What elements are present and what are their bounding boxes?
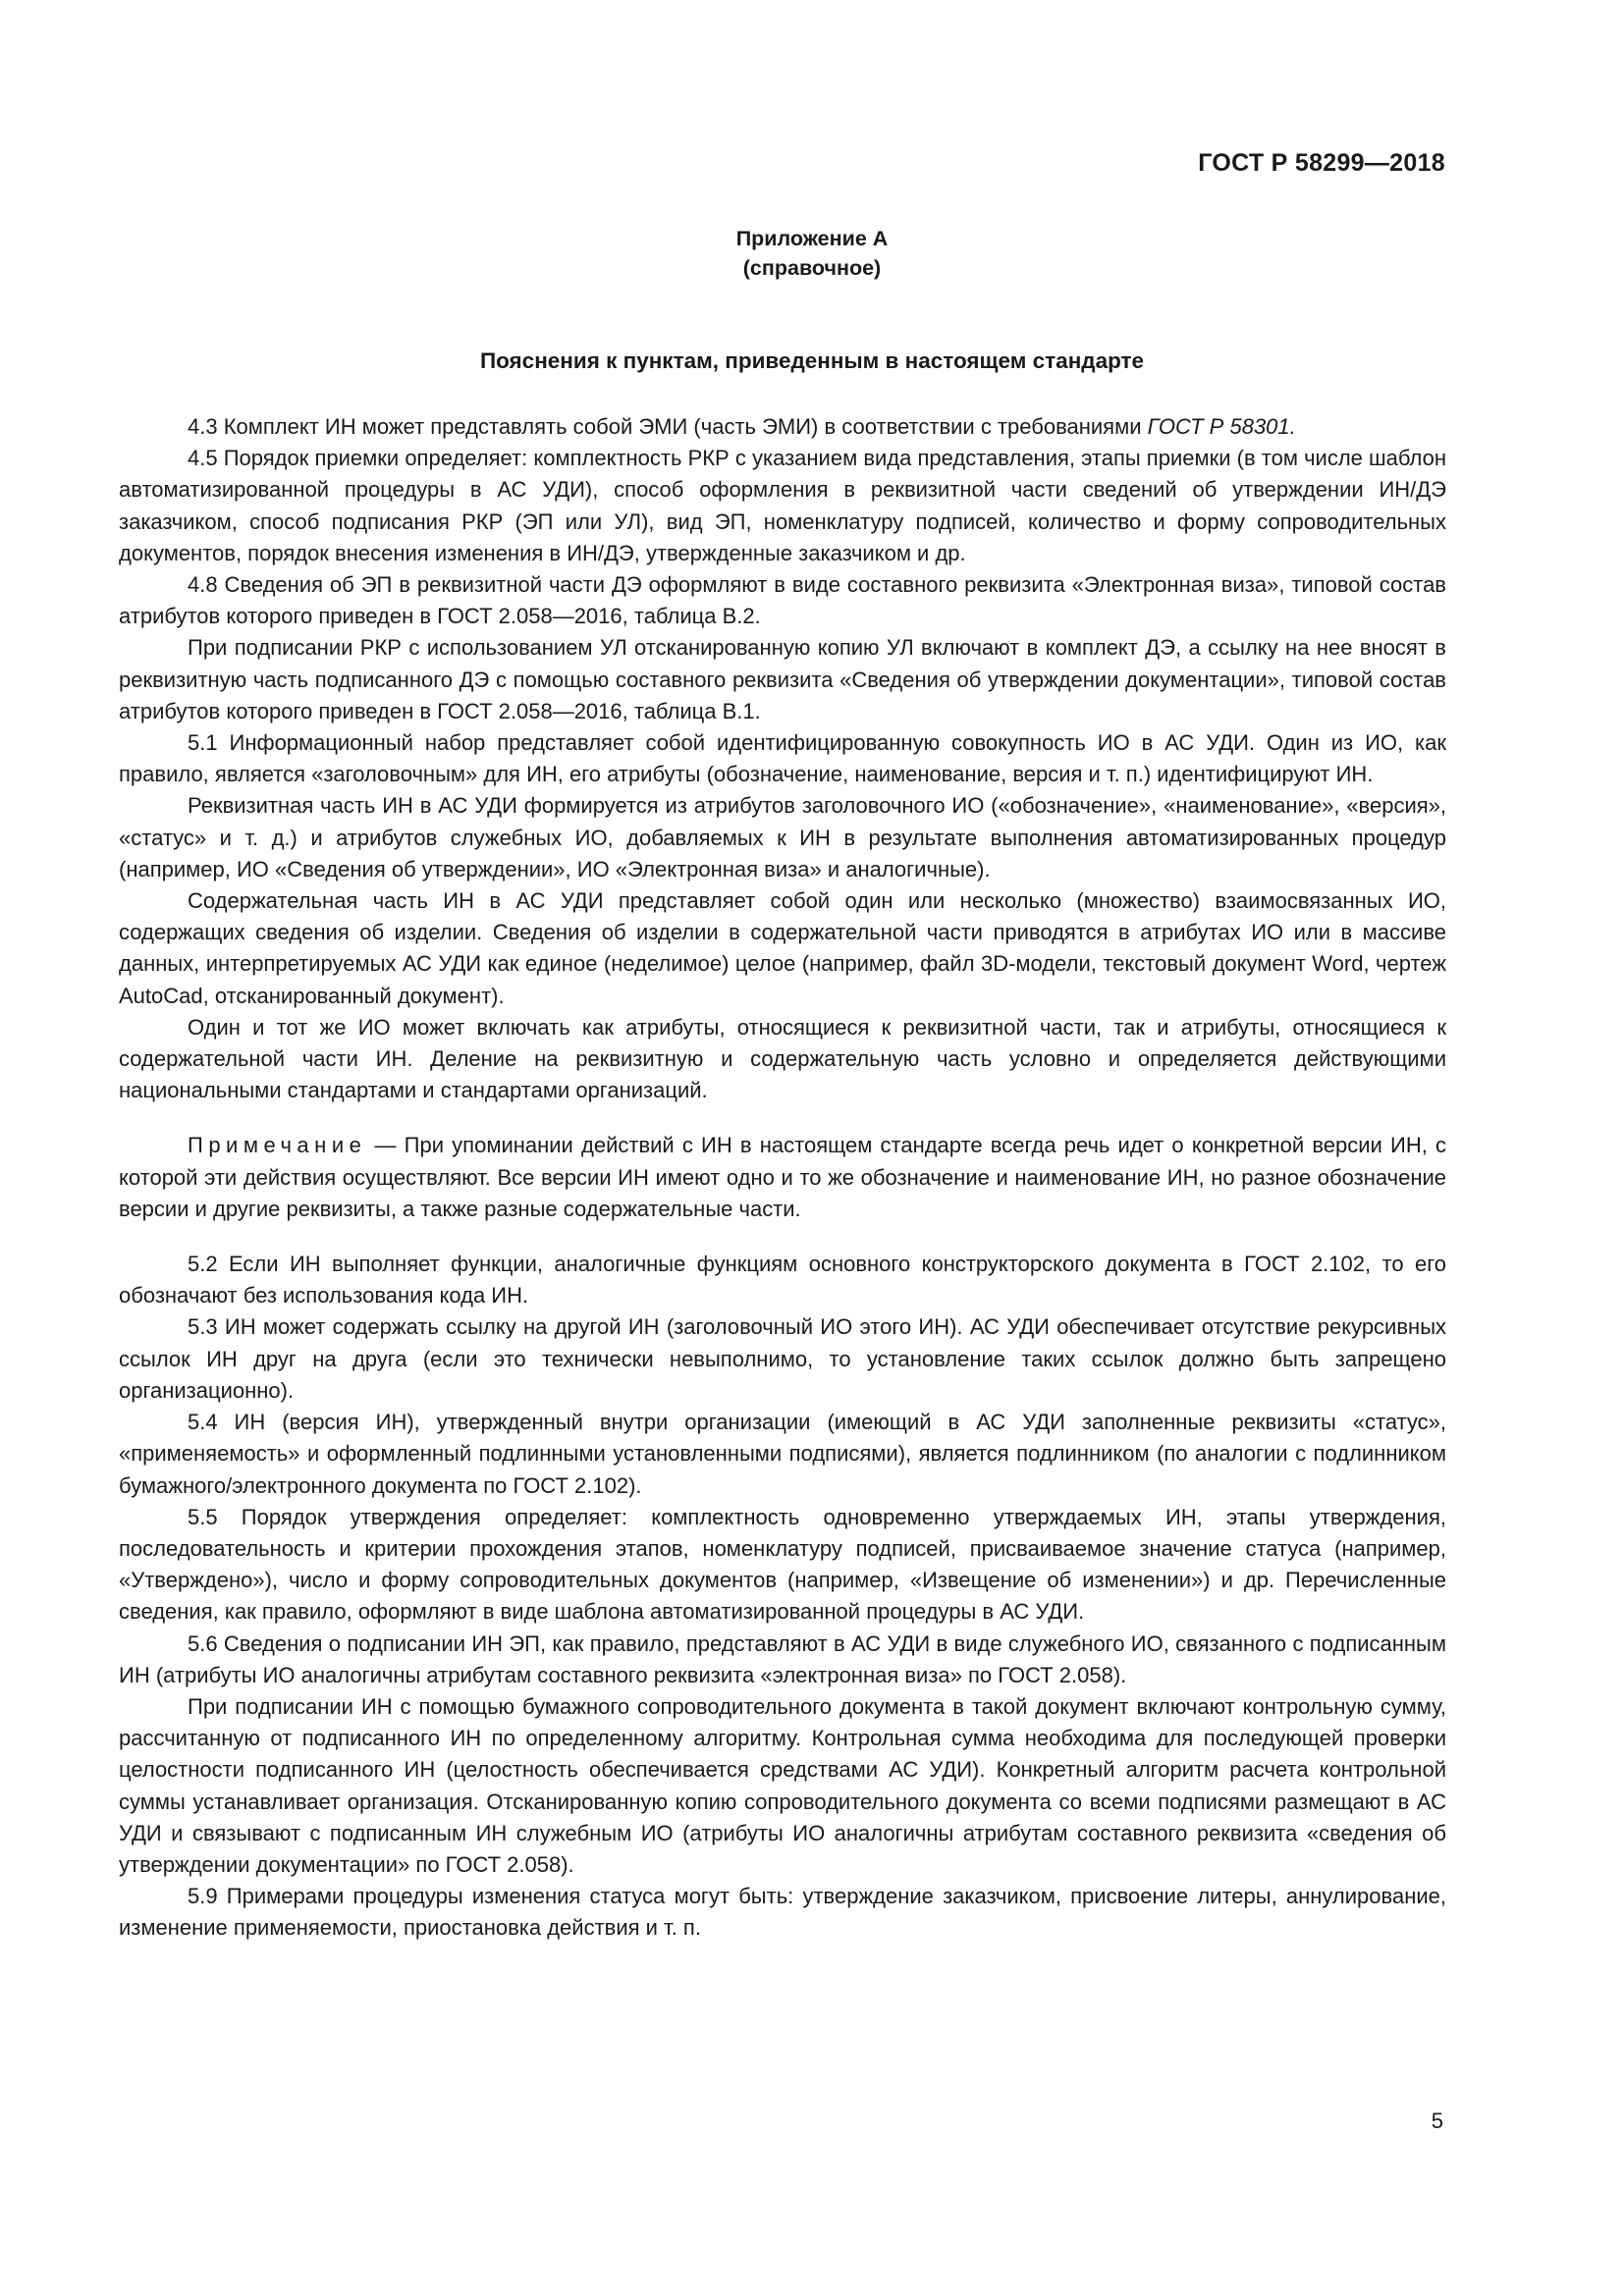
paragraph-5-9: 5.9 Примерами процедуры изменения статуса могут быть: утверждение заказчиком, присвоение литеры, аннулирование, изменение применяемости, приостановка действия и т. п. <box>119 1884 1446 1941</box>
paragraph-5-1-division: Один и тот же ИО может включать как атрибуты, относящиеся к реквизитной части, так и атрибуты, относящиеся к содержательной части ИН. Деление на реквизитную и содержательную часть условно и определяется действующими национальными стандартами и стандартами организаций. <box>119 1014 1446 1103</box>
paragraph-5-1-content-part: Содержательная часть ИН в АС УДИ представляет собой один или несколько (множество) взаимосвязанных ИО, содержащих сведения об изделии. Сведения об изделии в содержательной части приводятся в атрибутах ИО или в массиве данных, интерпретируемых АС УДИ как единое (неделимое) целое (например, файл 3D-модели, текстовый документ Word, чертеж AutoCad, отсканированный документ). <box>119 888 1446 1008</box>
standard-reference: ГОСТ Р 58301. <box>1147 414 1296 439</box>
document-body <box>119 411 1446 1945</box>
paragraph-4-5: 4.5 Порядок приемки определяет: комплектность РКР с указанием вида представления, этапы приемки (в том числе шаблон автоматизированной процедуры в АС УДИ), способ оформления в реквизитной части сведений об утверждении ИН/ДЭ заказчиком, способ подписания РКР (ЭП или УЛ), вид ЭП, номенклатуру подписей, количество и форму сопроводительных документов, порядок внесения изменения в ИН/ДЭ, утвержденные заказчиком и др. <box>119 446 1446 565</box>
paragraph-4-3 <box>119 411 1446 443</box>
paragraph-4-8-continued: При подписании РКР с использованием УЛ отсканированную копию УЛ включают в комплект ДЭ, а ссылку на нее вносят в реквизитную часть подписанного ДЭ с помощью составного реквизита «Сведения об утверждении документации», типовой состав атрибутов которого приведен в ГОСТ 2.058—2016, таблица В.1. <box>119 635 1446 723</box>
paragraph-5-3: 5.3 ИН может содержать ссылку на другой ИН (заголовочный ИО этого ИН). АС УДИ обеспечивает отсутствие рекурсивных ссылок ИН друг на друга (если это технически невыполнимо, то установление таких ссылок должно быть запрещено организационно). <box>119 1314 1446 1403</box>
page-number: 5 <box>1431 2109 1443 2133</box>
document-number-header: ГОСТ Р 58299—2018 <box>1198 149 1445 177</box>
paragraph-5-6-continued: При подписании ИН с помощью бумажного сопроводительного документа в такой документ включают контрольную сумму, рассчитанную от подписанного ИН по определенному алгоритму. Контрольная сумма необходима для последующей проверки целостности подписанного ИН (целостность обеспечивается средствами АС УДИ). Конкретный алгоритм расчета контрольной суммы устанавливает организация. Отсканированную копию сопроводительного документа со всеми подписями размещают в АС УДИ и связывают с подписанным ИН служебным ИО (атрибуты ИО аналогичны атрибутам составного реквизита «сведения об утверждении документации» по ГОСТ 2.058). <box>119 1693 1446 1877</box>
appendix-subtitle: (справочное) <box>742 256 882 280</box>
paragraph-5-1: 5.1 Информационный набор представляет собой идентифицированную совокупность ИО в АС УДИ. Один из ИО, как правило, является «заголовочным» для ИН, его атрибуты (обозначение, наименование, версия и т. п.) идентифицируют ИН. <box>119 730 1446 787</box>
paragraph-4-3-text: 4.3 Комплект ИН может представлять собой ЭМИ (часть ЭМИ) в соответствии с требованиями <box>188 414 1148 439</box>
paragraph-5-6: 5.6 Сведения о подписании ИН ЭП, как правило, представляют в АС УДИ в виде служебного ИО, связанного с подписанным ИН (атрибуты ИО аналогичны атрибутам составного реквизита «электронная виза» по ГОСТ 2.058). <box>119 1630 1446 1687</box>
appendix-heading <box>0 224 1624 283</box>
note <box>119 1130 1446 1225</box>
note-text: — При упоминании действий с ИН в настоящем стандарте всегда речь идет о конкретной версии ИН, с которой эти действия осуществляют. Все версии ИН имеют одно и то же обозначение и наименование ИН, но разное обозначение версии и другие реквизиты, а также разные содержательные части. <box>119 1133 1446 1221</box>
section-title: Пояснения к пунктам, приведенным в настоящем стандарте <box>479 348 1145 373</box>
appendix-title: Приложение А <box>735 227 889 250</box>
paragraph-5-2: 5.2 Если ИН выполняет функции, аналогичные функциям основного конструкторского документа в ГОСТ 2.102, то его обозначают без использования кода ИН. <box>119 1252 1446 1308</box>
note-label: Примечание <box>188 1133 367 1158</box>
paragraph-5-5: 5.5 Порядок утверждения определяет: комплектность одновременно утверждаемых ИН, этапы утверждения, последовательность и критерии прохождения этапов, номенклатуру подписей, присваиваемое значение статуса (например, «Утверждено»), число и форму сопроводительных документов (например, «Извещение об изменении») и др. Перечисленные сведения, как правило, оформляют в виде шаблона автоматизированной процедуры в АС УДИ. <box>119 1504 1446 1625</box>
paragraph-4-8: 4.8 Сведения об ЭП в реквизитной части ДЭ оформляют в виде составного реквизита «Электронная виза», типовой состав атрибутов которого приведен в ГОСТ 2.058—2016, таблица В.2. <box>119 572 1446 629</box>
paragraph-5-4: 5.4 ИН (версия ИН), утвержденный внутри организации (имеющий в АС УДИ заполненные реквизиты «статус», «применяемость» и оформленный подлинными установленными подписями), является подлинником (по аналогии с подлинником бумажного/электронного документа по ГОСТ 2.102). <box>119 1410 1446 1498</box>
paragraph-5-1-requisite-part: Реквизитная часть ИН в АС УДИ формируется из атрибутов заголовочного ИО («обозначение», «наименование», «версия», «статус» и т. д.) и атрибутов служебных ИО, добавляемых к ИН в результате выполнения автоматизированных процедур (например, ИО «Сведения об утверждении», ИО «Электронная виза» и аналогичные). <box>119 793 1446 881</box>
